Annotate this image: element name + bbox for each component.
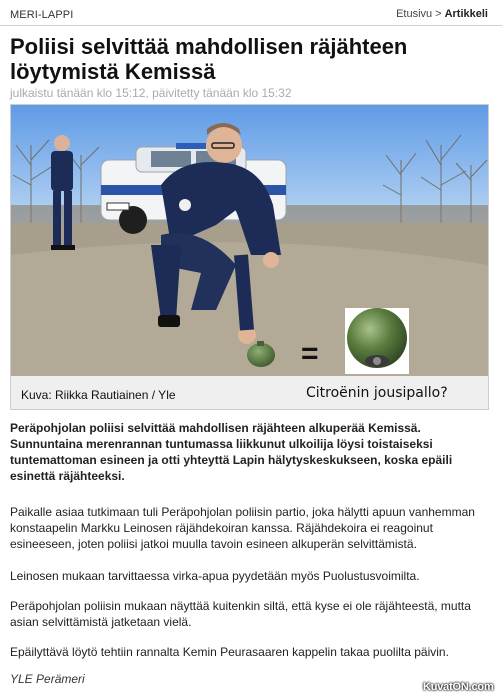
article-paragraph: Paikalle asiaa tutkimaan tuli Peräpohjolan poliisin partio, joka hälytti apuun vanhemman konstaapelin Markku Leinosen räjähdekoiran kanssa. Räjähdekoira ei reagoinut esineeseen, joten poliisi jatkoi muulla tavoin esineen alkuperän selvittämistä. xyxy=(10,505,475,551)
byline: YLE Perämeri xyxy=(10,672,85,686)
article-lead: Peräpohjolan poliisi selvittää mahdollisen räjähteen alkuperää Kemissä. Sunnuntaina merenrannan tuntumassa liikkunut ulkoilija löysi toistaiseksi tuntemattoman esineen ja otti yhteyttä Lapin hälytyskeskukseen, koska epäili esinettä räjähteeksi. xyxy=(10,421,453,483)
article-paragraph: Epäilyttävä löytö tehtiin rannalta Kemin Peurasaaren kappelin takaa puolilta päivin. xyxy=(10,645,449,659)
photo-illustration xyxy=(11,105,488,376)
page-title: Poliisi selvittää mahdollisen räjähteen löytymistä Kemissä xyxy=(10,34,408,84)
article-paragraph: Leinosen mukaan tarvittaessa virka-apua pyydetään myös Puolustusvoimilta. xyxy=(10,569,420,583)
top-bar xyxy=(0,0,502,26)
breadcrumb-separator: > xyxy=(435,8,442,20)
breadcrumb-home-link[interactable]: Etusivu xyxy=(396,8,433,20)
article-paragraph: Peräpohjolan poliisin mukaan näyttää kuitenkin siltä, että kyse ei ole räjähteestä, mutta asian selvittämistä jatketaan vielä. xyxy=(10,599,471,629)
equals-symbol: = xyxy=(301,337,319,370)
breadcrumb xyxy=(396,8,488,20)
breadcrumb-current: Artikkeli xyxy=(444,8,488,20)
watermark: KuvatON.com xyxy=(423,681,494,693)
overlay-caption: Citroënin jousipallo? xyxy=(306,385,448,401)
photo-credit: Kuva: Riikka Rautiainen / Yle xyxy=(21,388,176,402)
section-name: MERI-LAPPI xyxy=(10,9,74,21)
publish-meta: julkaistu tänään klo 15:12, päivitetty tänään klo 15:32 xyxy=(10,86,292,100)
article-photo xyxy=(10,104,489,410)
